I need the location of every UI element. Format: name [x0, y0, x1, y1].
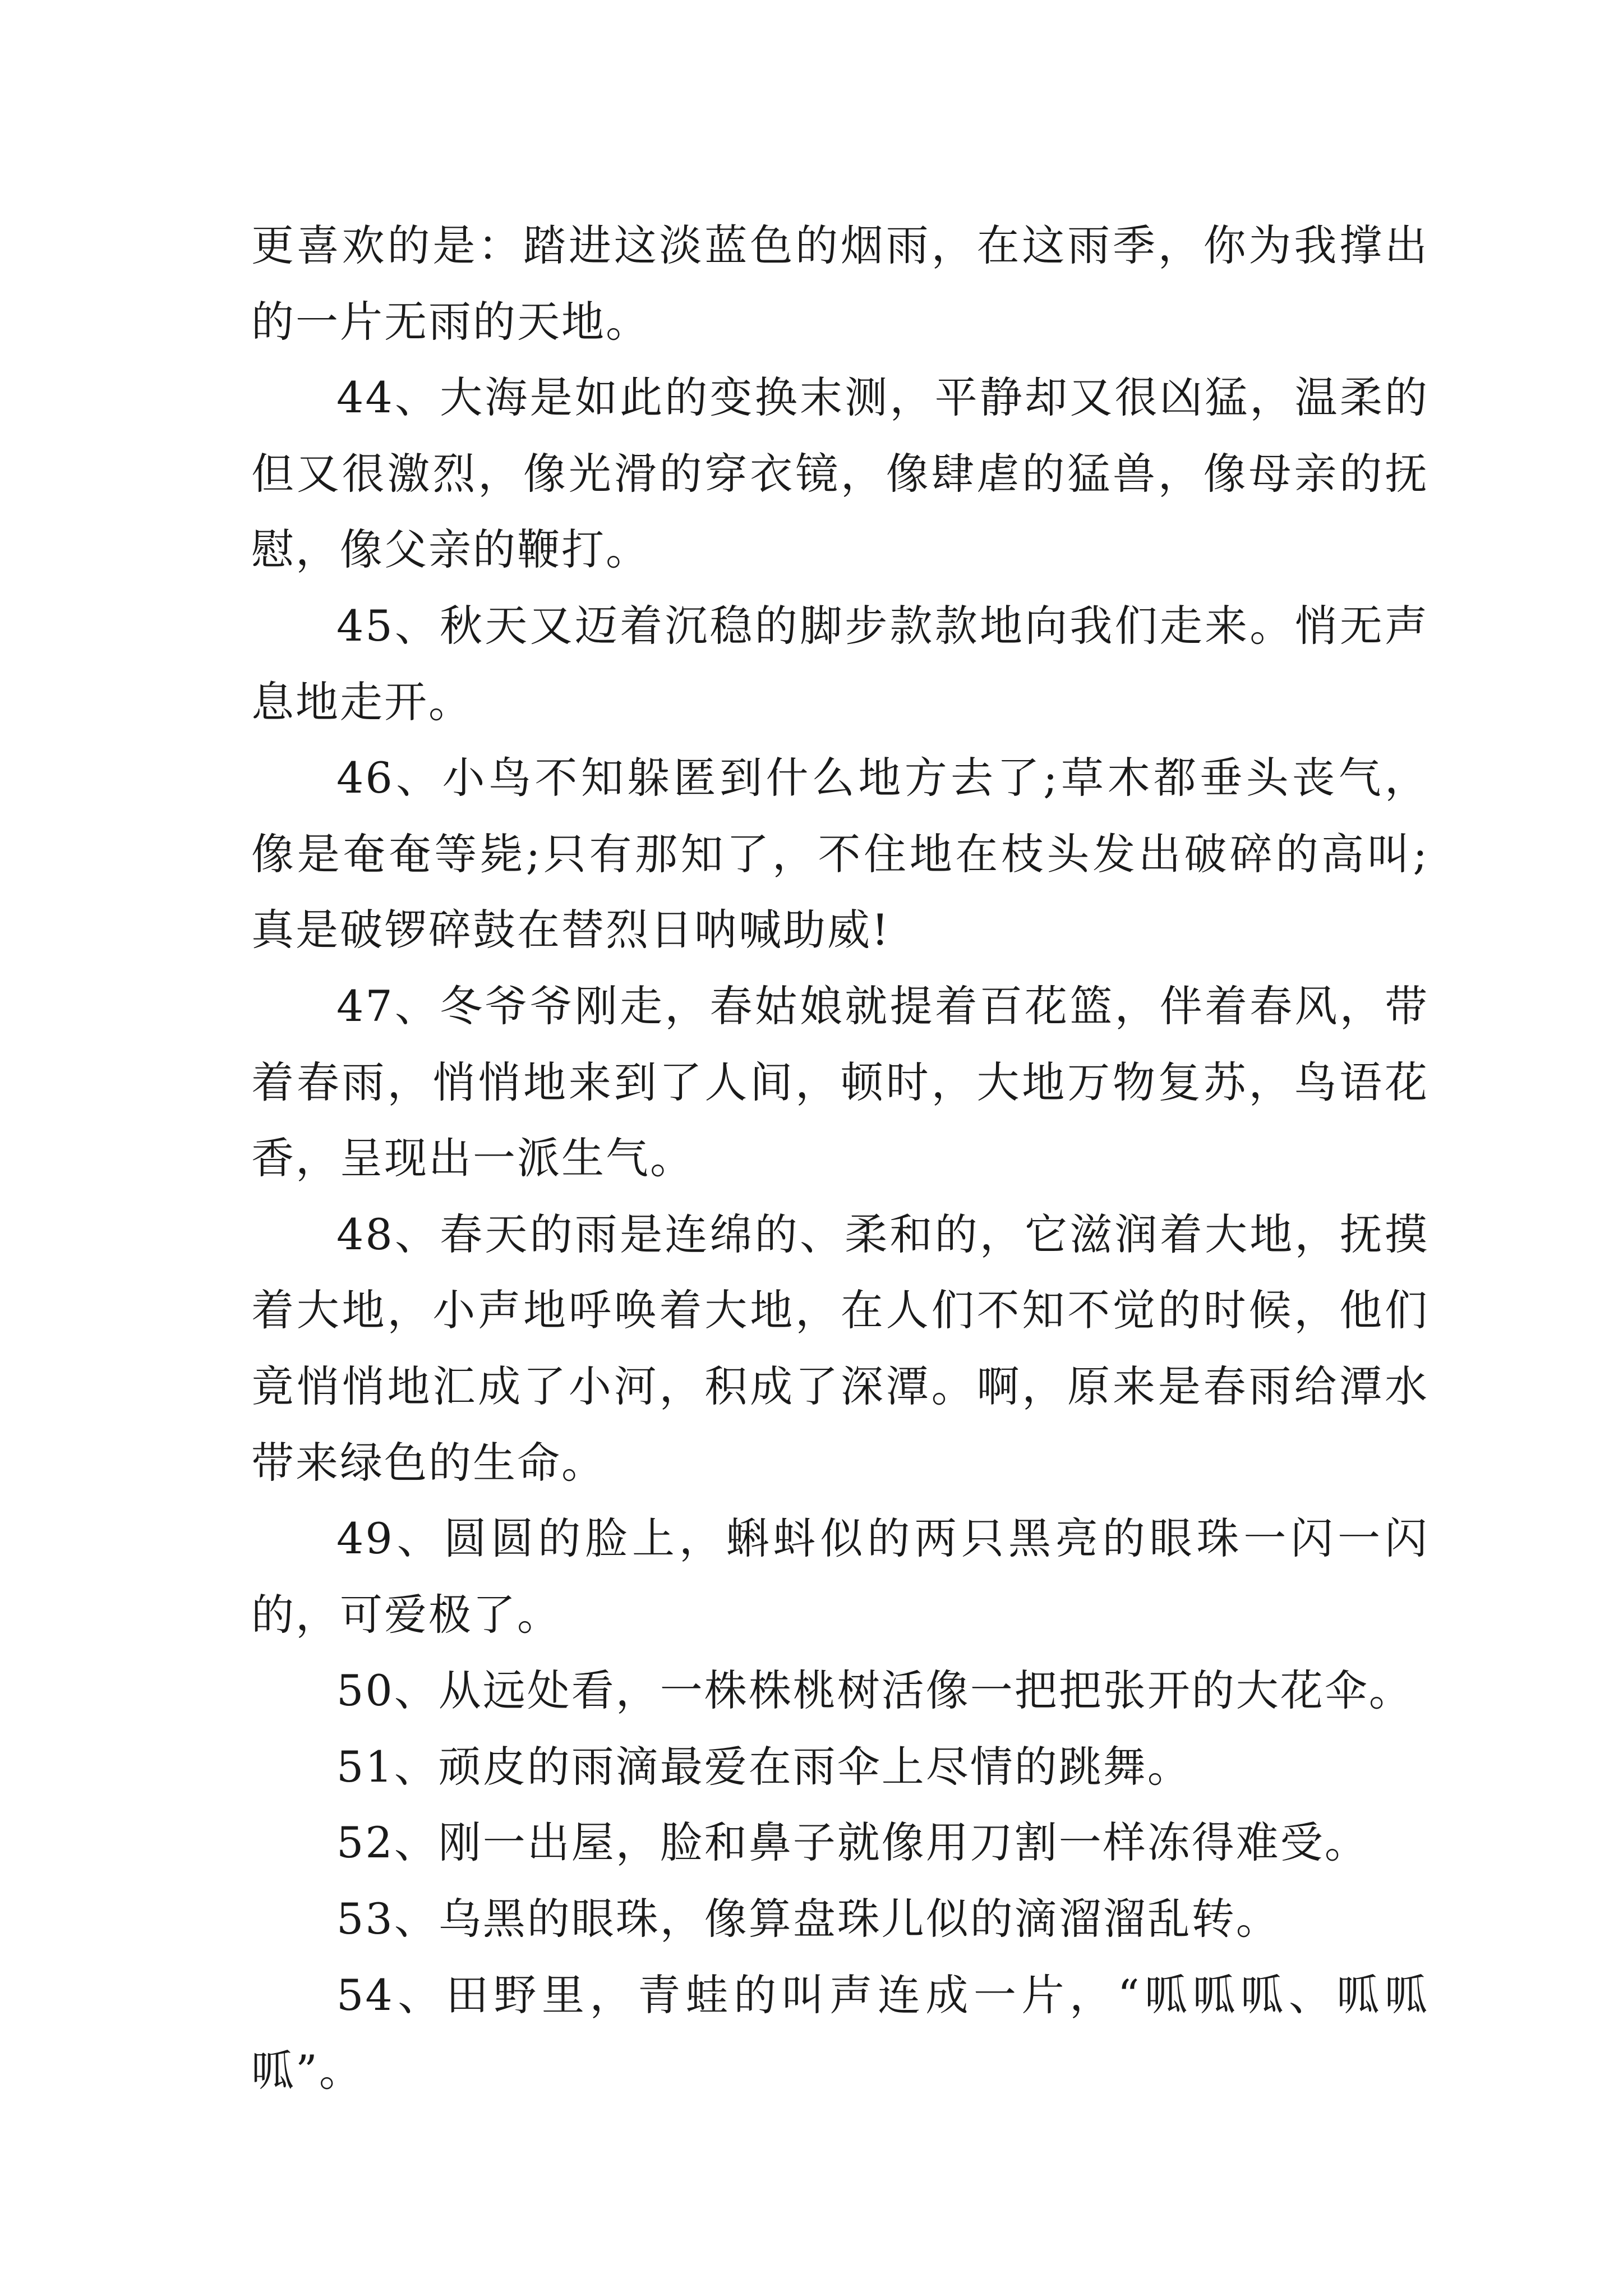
paragraph-53: 53、乌黑的眼珠，像算盘珠儿似的滴溜溜乱转。: [336, 1894, 1280, 1944]
paragraph-52: 52、刚一出屋，脸和鼻子就像用刀割一样冻得难受。: [336, 1818, 1369, 1868]
paragraph-50: 50、从远处看，一株株桃树活像一把把张开的大花伞。: [336, 1665, 1413, 1716]
paragraph-49: 49、圆圆的脸上，蝌蚪似的两只黑亮的眼珠一闪一闪的，可爱极了。: [251, 1513, 1429, 1640]
paragraph-continuation: 更喜欢的是：踏进这淡蓝色的烟雨，在这雨季，你为我撑出的一片无雨的天地。: [251, 220, 1429, 347]
paragraph-46: 46、小鸟不知躲匿到什么地方去了;草木都垂头丧气，像是奄奄等毙;只有那知了，不住地在枝头发出破碎的高叫;真是破锣碎鼓在替烈日呐喊助威!: [251, 753, 1429, 955]
paragraph-47: 47、冬爷爷刚走，春姑娘就提着百花篮，伴着春风，带着春雨，悄悄地来到了人间，顿时，大地万物复苏，鸟语花香，呈现出一派生气。: [251, 981, 1429, 1184]
paragraph-54: 54、田野里，青蛙的叫声连成一片，“呱呱呱、呱呱呱”。: [251, 1970, 1429, 2096]
paragraph-45: 45、秋天又迈着沉稳的脚步款款地向我们走来。悄无声息地走开。: [251, 600, 1429, 727]
document-body: [251, 208, 1429, 2109]
paragraph-44: 44、大海是如此的变换末测，平静却又很凶猛，温柔的但又很激烈，像光滑的穿衣镜，像肆虐的猛兽，像母亲的抚慰，像父亲的鞭打。: [251, 372, 1429, 575]
paragraph-51: 51、顽皮的雨滴最爱在雨伞上尽情的跳舞。: [336, 1741, 1192, 1792]
paragraph-48: 48、春天的雨是连绵的、柔和的，它滋润着大地，抚摸着大地，小声地呼唤着大地，在人们不知不觉的时候，他们竟悄悄地汇成了小河，积成了深潭。啊，原来是春雨给潭水带来绿色的生命。: [251, 1209, 1429, 1488]
